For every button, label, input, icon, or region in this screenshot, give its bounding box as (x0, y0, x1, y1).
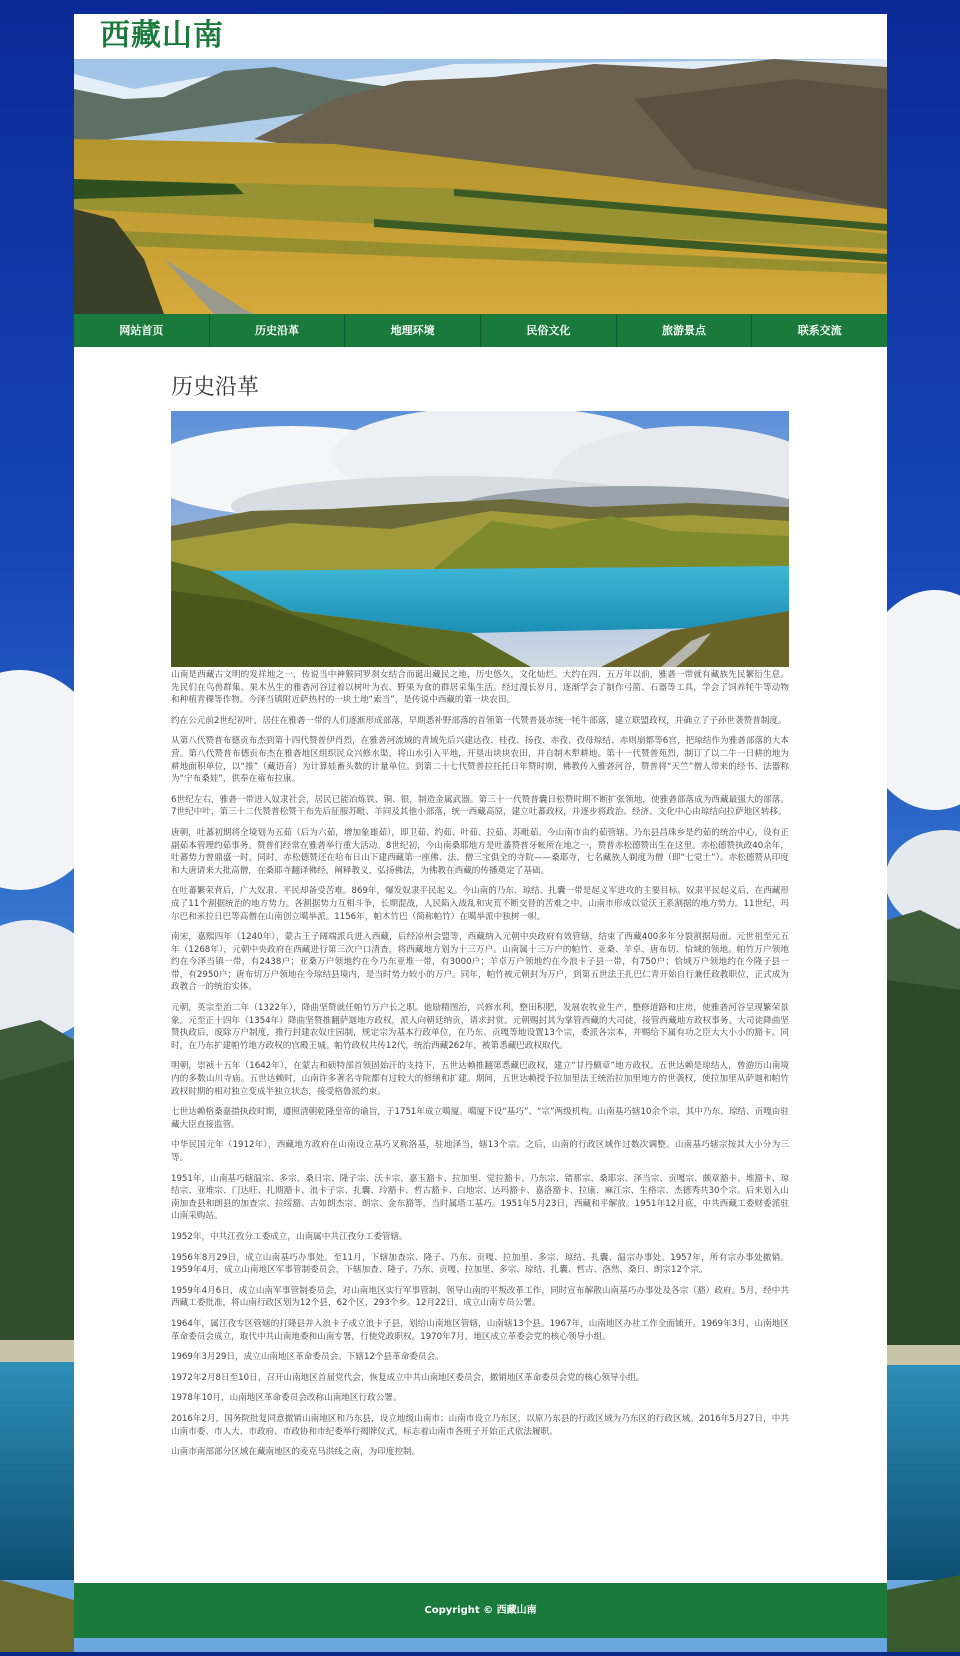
nav-item-history[interactable]: 历史沿革 (210, 314, 346, 347)
nav-item-home[interactable]: 网站首页 (74, 314, 210, 347)
paragraph: 明朝，崇祯十五年（1642年），在蒙古和硕特部首领固始汗的支持下，五世达赖推翻第悉藏巴政权，建立“甘丹颇章”地方政权。五世达赖是琼结人，曾游历山南境内的多数山川寺庙。五世达赖时，山南许多著名寺院都有过较大的修缮和扩建。期间，五世达赖授予拉加里法王统治拉加里地方的世袭权，使拉加里从萨迦和帕竹政权时期的相对独立变成半独立状态，接受格鲁派约束。 (171, 1061, 789, 1097)
paragraph: 中华民国元年（1912年），西藏地方政府在山南设立基巧叉称洛基，驻地泽当，辖13个宗。之后，山南的行政区域作过数次调整。山南基巧辖宗按其大小分为三等。 (171, 1140, 789, 1163)
paragraph: 南宋，嘉熙四年（1240年），蒙古王子阔端派兵进入西藏，后经凉州会盟等，西藏纳入元朝中央政府有效管辖，结束了西藏400多年分裂割据局面。元世祖至元五年（1268年），元朝中央政府在西藏进行第三次户口清查，将西藏地方划为十三万户。山南属十三万户的帕竹、亚桑、羊卓、唐布切、恰域的领地。帕竹万户领地约在今泽当镇一带，有2438户；亚桑万户领地约在今乃东亚堆一带，有3000户；羊卓万户领地约在今浪卡子县一带，有750户；恰域万户领地约在今隆子县一带，有2950户；唐布切万户领地在今琼结县境内，是当时势力较小的万户。同年，帕竹被元朝封为万户，到第五世法王扎巴仁青开始自行兼任政教职位，正式成为政教合一的统治实体。 (171, 932, 789, 993)
paragraph: 唐朝，吐蕃初期将全境划为五茹（后为六茹，增加象雄茹），即卫茹、约茹、叶茹、拉茹、苏毗茹。今山南市由约茹管辖。乃东县昌珠乡是约茹的统治中心，设有正副茹本管理约茹事务。赞普们经常在雅砻举行重大活动。8世纪初，今山南桑耶地方是吐蕃赞普牙帐所在地之一，赞普赤松德赞出生在这里。赤松德赞执政40余年，吐蕃势力曾鼎盛一时。同时，赤松德赞还在哈布日山下建西藏第一座佛、法、僧三宝俱全的寺院——桑耶寺，七名藏族人剃度为僧（即“七觉士”）。赤松德赞从印度和大唐请来大批高僧，在桑耶寺翻译佛经，阐释教义，弘扬佛法，为佛教在西藏的传播奠定了基础。 (171, 827, 789, 876)
paragraph: 1969年3月29日，成立山南地区革命委员会。下辖12个县革命委员会。 (171, 1352, 444, 1363)
lake-photo (171, 411, 789, 667)
nav-item-tourism[interactable]: 旅游景点 (617, 314, 753, 347)
logo-bar (74, 14, 887, 59)
page-container (74, 14, 887, 1638)
paragraph: 在吐蕃繁荣背后，广大奴隶、平民却备受苦难。869年，爆发奴隶平民起义。今山南的乃东、琼结、扎囊一带是起义军进攻的主要目标。奴隶平民起义后，在西藏形成了11个割据统治的地方势力。各割据势力互相斗争，长期混战，人民陷入战乱和灾荒不断交替的苦难之中。山南市形成以觉沃王系割据的地方势力。11世纪，玛尔巴和米拉日巴等高僧在山南创立噶举派。1156年，帕木竹巴（简称帕竹）在噶举派中独树一帜。 (171, 886, 789, 922)
banner-image (74, 59, 887, 314)
paragraph: 约在公元前2世纪初叶，居住在雅砻一带的人们逐渐形成部落，早期悉补野部落的首领第一代赞普聂赤统一牦牛部落，建立联盟政权，并确立了子孙世袭赞普制度。 (171, 715, 787, 726)
paragraph: 1972年2月8日至10日，召开山南地区首届党代会，恢复成立中共山南地区委员会，撤销地区革命委员会党的核心领导小组。 (171, 1372, 645, 1383)
paragraph: 1978年10月，山南地区革命委员会改称山南地区行政公署。 (171, 1393, 402, 1404)
paragraph: 1964年，属江孜专区管辖的打隆县并入浪卡子成立浪卡子县，划给山南地区管辖，山南辖13个县。1967年，山南地区办社工作全面铺开。1969年3月，山南地区革命委员会成立，取代中共山南地委和山南专署，行使党政职权。1970年7月，地区成立革委会党的核心领导小组。 (171, 1318, 789, 1342)
history-text (171, 669, 789, 1459)
copyright-text: Copyright © 西藏山南 (424, 1605, 537, 1616)
paragraph: 1959年4月6日，成立山南军事管制委员会，对山南地区实行军事管制，领导山南的平叛改革工作，同时宣布解散山南基巧办事处及各宗（豁）政府。5月，经中共西藏工委批准，将山南行政区划为12个县，62个区，293个乡。12月22日，成立山南专员公署。 (171, 1285, 789, 1309)
paragraph: 山南是西藏古文明的发祥地之一，传说当中神猴同罗刹女结合而诞出藏民之地，历史悠久，文化灿烂。大约在四、五万年以前，雅砻一带就有藏族先民繁衍生息。先民们在鸟兽群集、果木丛生的雅砻河谷过着以树叶为衣、野果为食的群居采集生活。经过漫长岁月，逐渐学会了制作弓箭、石器等工具，学会了饲养牦牛等动物和种植青稞等作物。今泽当镇附近萨热村的一块土地“索当”，是传说中西藏的第一块农田。 (171, 670, 789, 706)
paragraph: 1956年8月29日，成立山南基巧办事处。至11月，下辖加查宗、隆子、乃东、贡嘎、拉加里、多宗、琼结、扎囊、温宗办事处。1957年，所有宗办事处撤销。1959年4月，成立山南地区军事管制委员会，下辖加查、隆子、乃东、贡嘎、拉加里、多宗、琼结、扎囊、哲古、洛然、桑日、朗宗12个宗。 (171, 1252, 789, 1276)
paragraph: 元朝，英宗至治二年（1322年），降曲坚赞就任帕竹万户长之职。他励精图治，兴修水利，整田积肥，发展农牧业生产，整修道路和庄房，使雅砻河谷呈现繁荣景象。元至正十四年（1354年）降曲坚赞推翻萨迦地方政权，派人向朝廷纳贡，请求封赏。元朝赐封其为掌管西藏的大司徒，接管西藏地方政权事务。大司徒降曲坚赞执政后，废除万户制度，推行封建农奴庄园制，规定宗为基本行政单位，在乃东、贡嘎等地设置13个宗，委派各宗本，并赐给下属有功之臣大大小小的豁卡。同时，在乃东扩建帕竹地方政权的官殿王城。帕竹政权共传12代，统治西藏262年，被第悉藏巴政权取代。 (171, 1003, 789, 1051)
nav-item-culture[interactable]: 民俗文化 (481, 314, 617, 347)
paragraph: 6世纪左右，雅砻一带进入奴隶社会，居民已能冶炼铁、铜、银，制造金属武器。第三十一代赞普囊日松赞时期不断扩张领地，使雅砻部落成为西藏最强大的部落。7世纪中叶，第三十二代赞普松赞干布先后征服苏毗、羊同及其他小部落，统一西藏高原，建立吐蕃政权，并逐步将政治、经济、文化中心由琼结向拉萨地区转移。 (171, 794, 789, 818)
nav-item-contact[interactable]: 联系交流 (797, 324, 842, 337)
paragraph: 1952年，中共江孜分工委成立，山南属中共江孜分工委管辖。 (171, 1231, 408, 1242)
page-title: 历史沿革 (171, 375, 260, 400)
main-content (171, 374, 789, 1467)
nav-item-geography[interactable]: 地理环境 (345, 314, 481, 347)
footer (74, 1583, 887, 1638)
paragraph: 2016年2月，国务院批复同意撤销山南地区和乃东县，设立地级山南市；山南市设立乃东区，以原乃东县的行政区域为乃东区的行政区域。2016年5月27日，中共山南市委、市人大、市政府、市政协和市纪委举行揭牌仪式，标志着山南市各班子开始正式依法履职。 (171, 1413, 789, 1437)
main-nav (74, 314, 887, 347)
paragraph: 1951年，山南基巧辖温宗、多宗、桑日宗、隆子宗、沃卡宗、嘉玉豁卡、拉加里、觉拉豁卡、乃东宗、错那宗、桑耶宗、泽当宗、贡嘎宗、颇章豁卡、堆豁卡、琼结宗、亚堆宗、门达旺、扎期豁卡、浪卡子宗、扎囊、玲豁卡、哲古豁卡、白地宗、达玛豁卡、嘉洛豁卡、拉康、麻江宗、生格宗、杰德秀共30个宗。后来划入山南加查县和朗县的加查宗、拉绥豁、古如朗杰宗、朗宗、金东豁等，当时属塔工基巧。1951年5月23日，西藏和平解放。1951年12月底，中共西藏工委财委派驻山南采购站。 (171, 1173, 789, 1222)
paragraph: 从第八代赞普布德贡布杰到第十四代赞普伊肖烈，在雅砻河流域的青域先后兴建达孜、桂孜、扬孜、赤孜、孜母琼结、赤则崩都等6宫，把琼结作为雅砻部落的大本营。第八代赞普布德贡布杰在雅砻地区组织民众兴修水渠，将山水引入平地，开垦出块块农田，并自制木犁耕地。第十一代赞普苑烈，制订了以二牛一日耕的地为耕地面积单位，以“推”（藏语音）为计算娃畜头数的计量单位。到第二十七代赞普拉托托日年赞时期，佛教传入雅砻河谷，赞普将“天竺”僧人带来的经书、法器称为“宁布桑娃”，供奉在雍布拉康。 (171, 736, 789, 785)
paragraph: 七世达赖格桑嘉措执政时期，遵照清朝乾隆皇帝的谕旨，于1751年成立噶厦。噶厦下设“基巧”、“宗”两级机构。山南基巧辖10余个宗，其中乃东、琼结、贡嘎由驻藏大臣直接监管。 (171, 1107, 789, 1130)
site-logo[interactable]: 西藏山南 (100, 18, 224, 53)
paragraph: 山南市南部部分区域在藏南地区的麦克马洪线之南，为印度控制。 (171, 1447, 421, 1458)
